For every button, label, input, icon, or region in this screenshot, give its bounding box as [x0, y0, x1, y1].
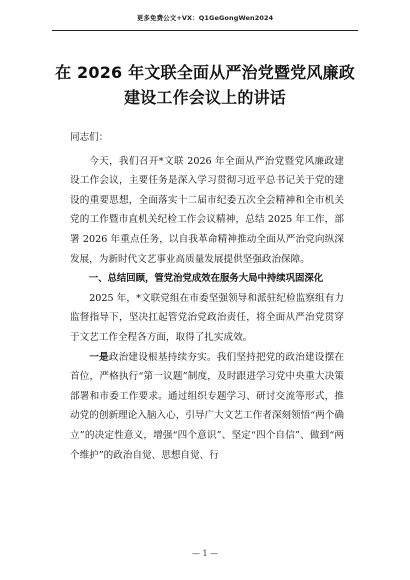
paragraph-intro: 今天，我们召开*文联 2026 年全面从严治党暨党风廉政建设工作会议，主要任务是深入学习贯彻习近平总书记关于党的建设的重要思想，全面落实十二届市纪委五次全会精神和全市机关党的工作暨市直机关纪检工作会议精神，总结 2025 年工作，部署 2026 年重点任务，以自我革命精神推动全面从严治党向纵深发展，为新时代文艺事业高质量发展提供坚强政治保障。 — [70, 155, 344, 265]
title-line-1: 在 2026 年文联全面从严治党暨党风廉政 — [55, 63, 355, 82]
page-number: — 1 — — [191, 549, 219, 558]
title-line-2: 建设工作会议上的讲话 — [123, 88, 286, 107]
salutation: 同志们： — [70, 132, 109, 143]
section-heading-1: 一、总结回顾，管党治党成效在服务大局中持续巩固深化 — [88, 273, 324, 285]
paragraph-text: 政治建设根基持续夯实。我们坚持把党的政治建设摆在首位，严格执行“第一议题”制度，及时跟进学习党中央重大决策部署和市委工作要求。通过组织专题学习、研讨交流等形式，推动党的创新理论入脑入心，引导广大文艺工作者深刻领悟“两个确立”的决定性意义，增强“四个意识”、坚定“四个自信”、做到“两个维护”的政治自觉、思想自觉、行 — [70, 351, 345, 461]
paragraph-political-building — [70, 348, 344, 466]
paragraph-lead-label: 一是 — [89, 351, 109, 363]
page-header-note: 更多免费公文+VX：Q1GeGongWen2024 — [52, 8, 358, 31]
document-title — [40, 60, 370, 110]
paragraph-2025-summary: 2025 年，*文联党组在市委坚强领导和派驻纪检监察组有力监督指导下，坚决扛起管党治党政治责任，将全面从严治党贯穿于文艺工作全程各方面，取得了扎实成效。 — [70, 292, 344, 343]
document-body — [70, 128, 344, 465]
